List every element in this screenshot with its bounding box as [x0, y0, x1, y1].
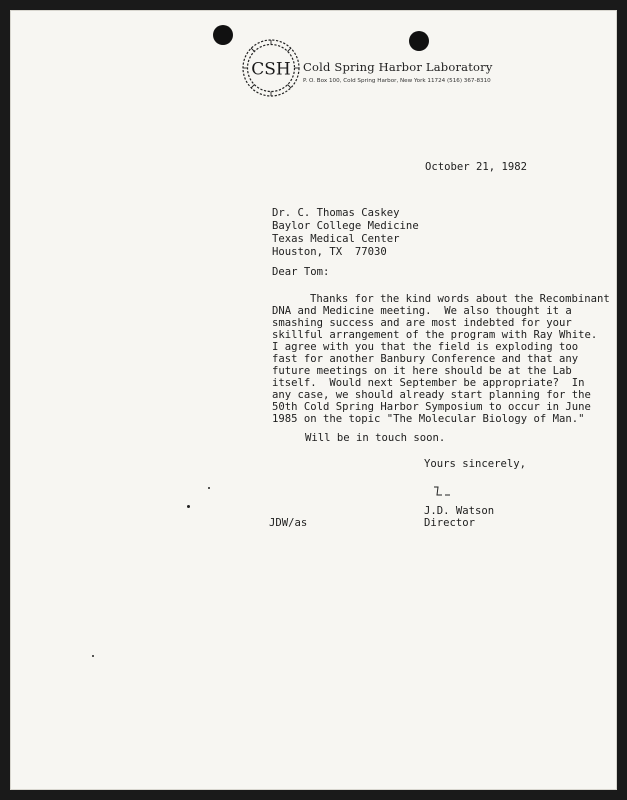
letter-date: October 21, 1982 — [425, 161, 528, 173]
body-line: itself. Would next September be appropriate? In — [272, 377, 585, 389]
body-line: smashing success and are most indebted for your — [272, 317, 572, 329]
body-line: fast for another Banbury Conference and that any — [272, 353, 579, 365]
body-line: Thanks for the kind words about the Recombinant — [310, 293, 610, 305]
organization-name: Cold Spring Harbor Laboratory — [303, 60, 493, 74]
body-line: any case, we should already start planning for the — [272, 389, 591, 401]
body-line: I agree with you that the field is exploding too — [272, 341, 579, 353]
signer-name: J.D. Watson — [424, 505, 495, 517]
body-line: 1985 on the topic "The Molecular Biology of Man." — [272, 413, 585, 425]
paper-speck — [92, 655, 94, 657]
organization-address: P. O. Box 100, Cold Spring Harbor, New York 11724 (516) 367-8310 — [303, 78, 491, 84]
recipient-line-1: Baylor College Medicine — [272, 220, 419, 232]
punch-hole-right — [409, 31, 429, 51]
recipient-line-2: Texas Medical Center — [272, 233, 400, 245]
body-line: future meetings on it here should be at the Lab — [272, 365, 572, 377]
paper-speck — [208, 487, 210, 489]
closing-note: Will be in touch soon. — [305, 432, 446, 444]
recipient-line-3: Houston, TX 77030 — [272, 246, 387, 258]
body-line: DNA and Medicine meeting. We also thought it a — [272, 305, 572, 317]
body-line: skillful arrangement of the program with Ray White. — [272, 329, 598, 341]
punch-hole-left — [213, 25, 233, 45]
body-line: 50th Cold Spring Harbor Symposium to occur in June — [272, 401, 591, 413]
salutation: Dear Tom: — [272, 266, 330, 278]
csh-logo-icon — [239, 36, 303, 100]
signature-mark — [431, 484, 453, 498]
typist-initials: JDW/as — [269, 517, 308, 529]
paper-speck — [187, 505, 190, 508]
signer-title: Director — [424, 517, 476, 529]
recipient-name: Dr. C. Thomas Caskey — [272, 207, 400, 219]
closing: Yours sincerely, — [424, 458, 527, 470]
logo-text: CSH — [251, 59, 291, 80]
